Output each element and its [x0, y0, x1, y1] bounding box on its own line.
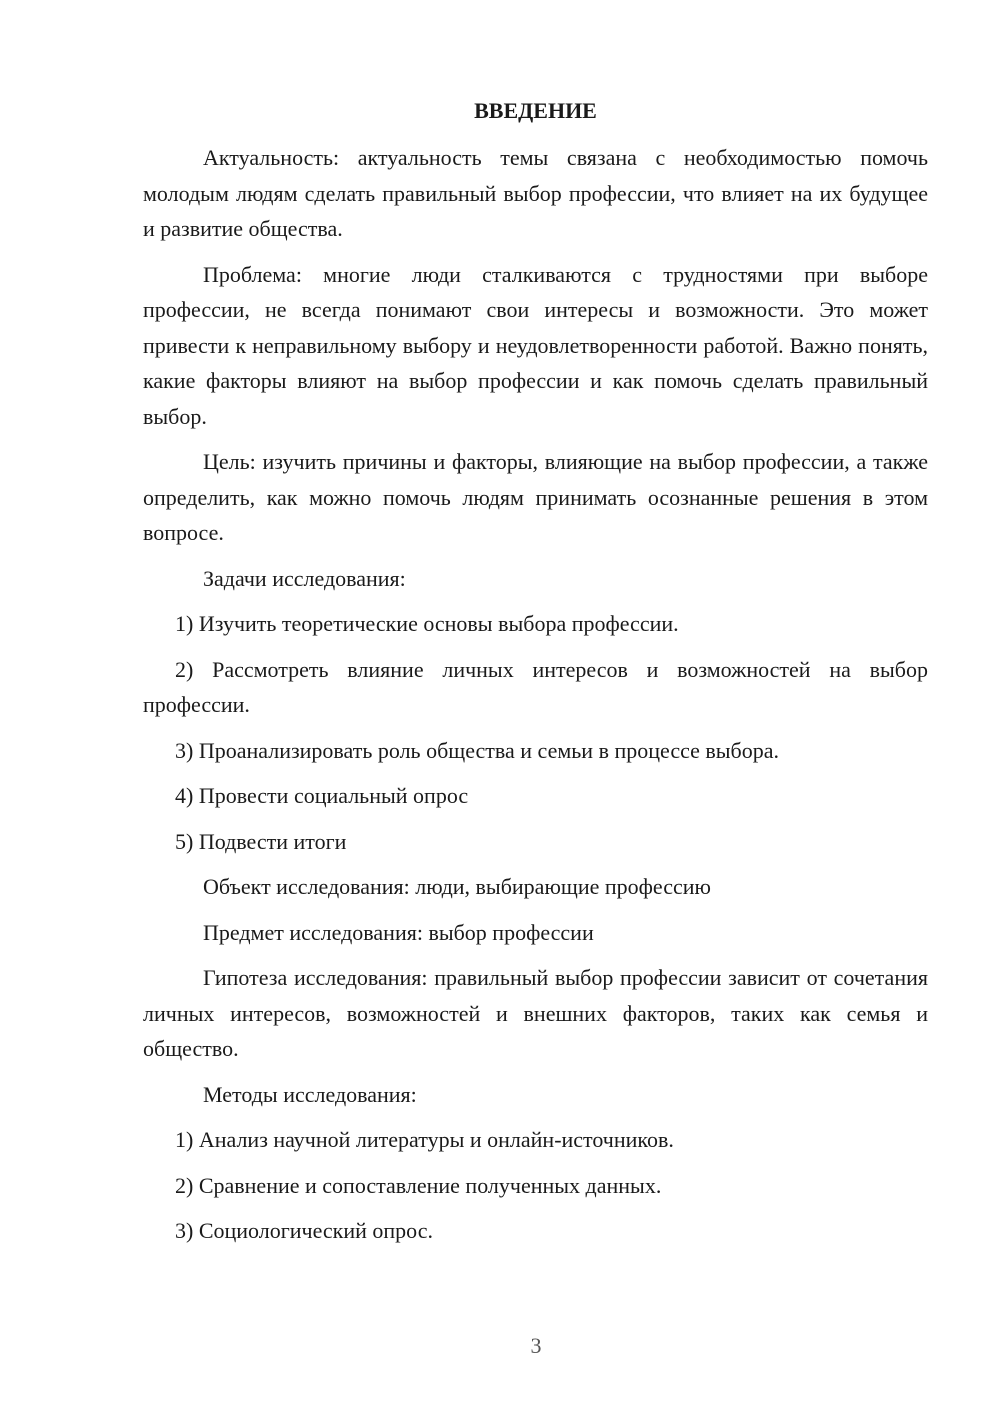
object-line: Объект исследования: люди, выбирающие профессию [203, 874, 711, 899]
subject-line: Предмет исследования: выбор профессии [203, 919, 594, 945]
goal-paragraph: Цель: изучить причины и факторы, влияющие на выбор профессии, а также определить, как можно помочь людям принимать осознанные решения в этом вопросе. [143, 449, 928, 545]
task-item: 2) Рассмотреть влияние личных интересов и возможностей на выбор профессии. [143, 656, 928, 717]
method-item: 2) Сравнение и сопоставление полученных данных. [175, 1172, 662, 1198]
problem-paragraph: Проблема: многие люди сталкиваются с трудностями при выборе профессии, не всегда понимают свои интересы и возможности. Это может привести к неправильному выбору и неудовлетворенности работой. Важно понять, какие факторы влияют на выбор профессии и как помочь сделать правильный выбор. [143, 261, 928, 429]
page-title: ВВЕДЕНИЕ [474, 98, 597, 123]
hypothesis-paragraph: Гипотеза исследования: правильный выбор профессии зависит от сочетания личных интересов, возможностей и внешних факторов, таких как семья и общество. [143, 965, 928, 1061]
tasks-heading: Задачи исследования: [203, 565, 406, 591]
task-item: 4) Провести социальный опрос [175, 783, 469, 808]
page-number: 3 [530, 1333, 542, 1358]
page-content [143, 93, 928, 1259]
task-item: 1) Изучить теоретические основы выбора профессии. [175, 611, 679, 636]
methods-heading: Методы исследования: [203, 1081, 417, 1107]
task-item: 3) Проанализировать роль общества и семьи в процессе выбора. [175, 737, 780, 763]
method-item: 1) Анализ научной литературы и онлайн-источников. [175, 1127, 674, 1152]
method-item: 3) Социологический опрос. [175, 1218, 433, 1243]
task-item: 5) Подвести итоги [175, 828, 347, 854]
relevance-paragraph: Актуальность: актуальность темы связана с необходимостью помочь молодым людям сделать правильный выбор профессии, что влияет на их будущее и развитие общества. [143, 145, 928, 241]
